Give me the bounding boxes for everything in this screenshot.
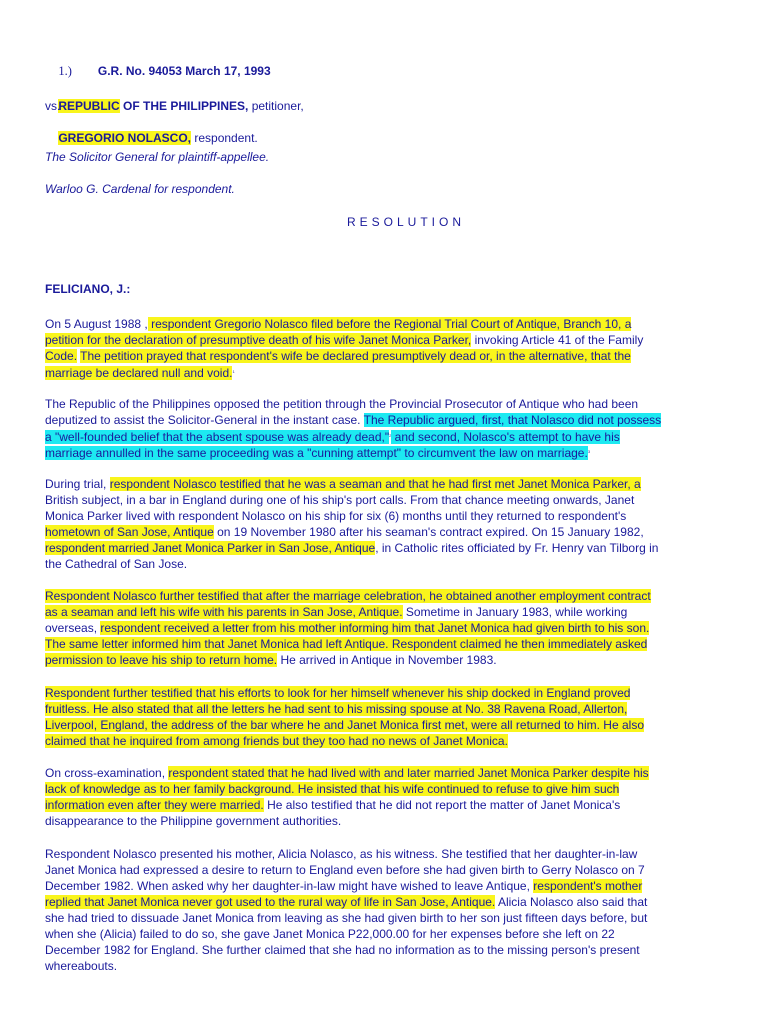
- text-run: During trial,: [45, 477, 107, 491]
- highlight-run: permission to leave his ship to return home.: [45, 653, 278, 667]
- highlight-run: Respondent Nolasco further testified that after the marriage celebration, he obtained another employment contract: [45, 589, 651, 603]
- text-run: Alicia Nolasco also said that: [495, 895, 648, 909]
- cyan-highlight-run: The Republic argued, first, that Nolasco did not possess: [363, 413, 662, 427]
- text-line: when she (Alicia) failed to do so, she gave Janet Monica P22,000.00 for her expenses before she left on 22: [45, 927, 615, 941]
- petitioner-name-highlight: REPUBLIC: [58, 99, 120, 114]
- versus: vs.: [45, 99, 61, 113]
- highlight-run: fruitless. He also stated that all the letters he had sent to his missing spouse at No. 38 Ravena Road, Allerton,: [45, 702, 628, 716]
- text-line: December 1982 for England. She further claimed that she had no information as to the missing person's present: [45, 943, 640, 957]
- petitioner-name: OF THE PHILIPPINES,: [119, 99, 249, 114]
- highlight-run: information even after they were married.: [45, 798, 264, 812]
- text-run: overseas,: [45, 621, 98, 635]
- highlight-run: respondent Gregorio Nolasco filed before the Regional Trial Court of Antique, Branch 10, a: [147, 317, 632, 331]
- highlight-run: respondent received a letter from his mother informing him that Janet Monica had given birth to his son.: [100, 621, 650, 635]
- counsel-plaintiff: The Solicitor General for plaintiff-appellee.: [45, 150, 270, 164]
- text-run: He also testified that he did not report the matter of Janet Monica's: [263, 798, 621, 812]
- highlight-run: respondent Nolasco testified that he was a seaman and that he had first met Janet Monica Parker, a: [109, 477, 641, 491]
- cyan-highlight-run: and second, Nolasco's attempt to have his: [391, 430, 620, 444]
- respondent-role: respondent.: [191, 131, 258, 146]
- text-line: whereabouts.: [45, 959, 118, 973]
- footnote-1[interactable]: 1: [232, 369, 235, 374]
- text-line: British subject, in a bar in England during one of his ship's port calls. From that chance meeting onwards, Janet: [45, 493, 635, 507]
- highlight-run: respondent stated that he had lived with and later married Janet Monica Parker despite his: [168, 766, 649, 780]
- text-run: , in Catholic rites officiated by Fr. Henry van Tilborg in: [375, 541, 659, 555]
- respondent-name: GREGORIO NOLASCO,: [58, 131, 192, 146]
- text-run: deputized to assist the Solicitor-General in the instant case.: [45, 413, 361, 427]
- text-run: December 1982. When asked why her daughter-in-law might have wished to leave Antique,: [45, 879, 530, 893]
- petitioner-role: petitioner,: [248, 99, 304, 114]
- cyan-highlight-run: marriage annulled in the same proceeding was a "cunning attempt" to circumvent the law on marriage.: [45, 446, 588, 460]
- highlight-run: replied that Janet Monica never got used to the rural way of life in San Jose, Antique.: [45, 895, 496, 909]
- text-line: Monica Parker lived with respondent Nolasco on his ship for six (6) months until they returned to respondent's: [45, 509, 627, 523]
- text-line: Respondent Nolasco presented his mother, Alicia Nolasco, as his witness. She testified that her daughter-in-law: [45, 847, 638, 861]
- gr-number: G.R. No. 94053 March 17, 1993: [97, 64, 271, 79]
- text-run: Sometime in January 1983, while working: [402, 605, 628, 619]
- case-number: 1.): [58, 64, 72, 79]
- highlight-run: claimed that he inquired from among friends but they too had no news of Janet Monica.: [45, 734, 508, 748]
- text-run: on 19 November 1980 after his seaman's contract expired. On 15 January 1982,: [213, 525, 644, 539]
- justice-name: FELICIANO, J.:: [45, 282, 131, 296]
- text-run: invoking Article 41 of the Family: [471, 333, 644, 347]
- highlight-run: marriage be declared null and void.: [45, 366, 233, 380]
- highlight-run: petition for the declaration of presumptive death of his wife Janet Monica Parker,: [45, 333, 472, 347]
- highlight-run: Respondent further testified that his efforts to look for her himself whenever his ship docked in England proved: [45, 686, 631, 700]
- highlight-run: respondent married Janet Monica Parker in San Jose, Antique: [45, 541, 376, 555]
- text-line: Janet Monica had expressed a desire to return to England even before she had given birth to Gerry Nolasco on 7: [45, 863, 645, 877]
- highlight-run: lack of knowledge as to her family background. He insisted that his wife continued to refuse to give him such: [45, 782, 620, 796]
- text-line: disappearance to the Philippine government authorities.: [45, 814, 342, 828]
- text-run: On cross-examination,: [45, 766, 166, 780]
- text-run: On 5 August 1988 ,: [45, 317, 148, 331]
- counsel-respondent: Warloo G. Cardenal for respondent.: [45, 182, 235, 196]
- highlight-run: The same letter informed him that Janet Monica had left Antique. Respondent claimed he then immediately asked: [45, 637, 648, 651]
- highlight-run: The petition prayed that respondent's wife be declared presumptively dead or, in the alternative, that the: [80, 349, 631, 363]
- text-run: He arrived in Antique in November 1983.: [277, 653, 497, 667]
- highlight-run: Code.: [45, 349, 78, 363]
- resolution-heading: RESOLUTION: [346, 215, 465, 229]
- footnote-3[interactable]: 3: [587, 449, 591, 454]
- highlight-run: as a seaman and left his wife with his parents in San Jose, Antique.: [45, 605, 403, 619]
- highlight-run: hometown of San Jose, Antique: [45, 525, 214, 539]
- text-line: she had tried to dissuade Janet Monica from leaving as she had given birth to her son just fifteen days before, but: [45, 911, 648, 925]
- cyan-highlight-run: a "well-founded belief that the absent spouse was already dead,": [45, 430, 390, 444]
- text-line: the Cathedral of San Jose.: [45, 557, 188, 571]
- text-line: The Republic of the Philippines opposed the petition through the Provincial Prosecutor of Antique who had been: [45, 397, 639, 411]
- highlight-run: respondent's mother: [533, 879, 643, 893]
- highlight-run: Liverpool, England, the address of the bar where he and Janet Monica first met, were all returned to him. He also: [45, 718, 644, 732]
